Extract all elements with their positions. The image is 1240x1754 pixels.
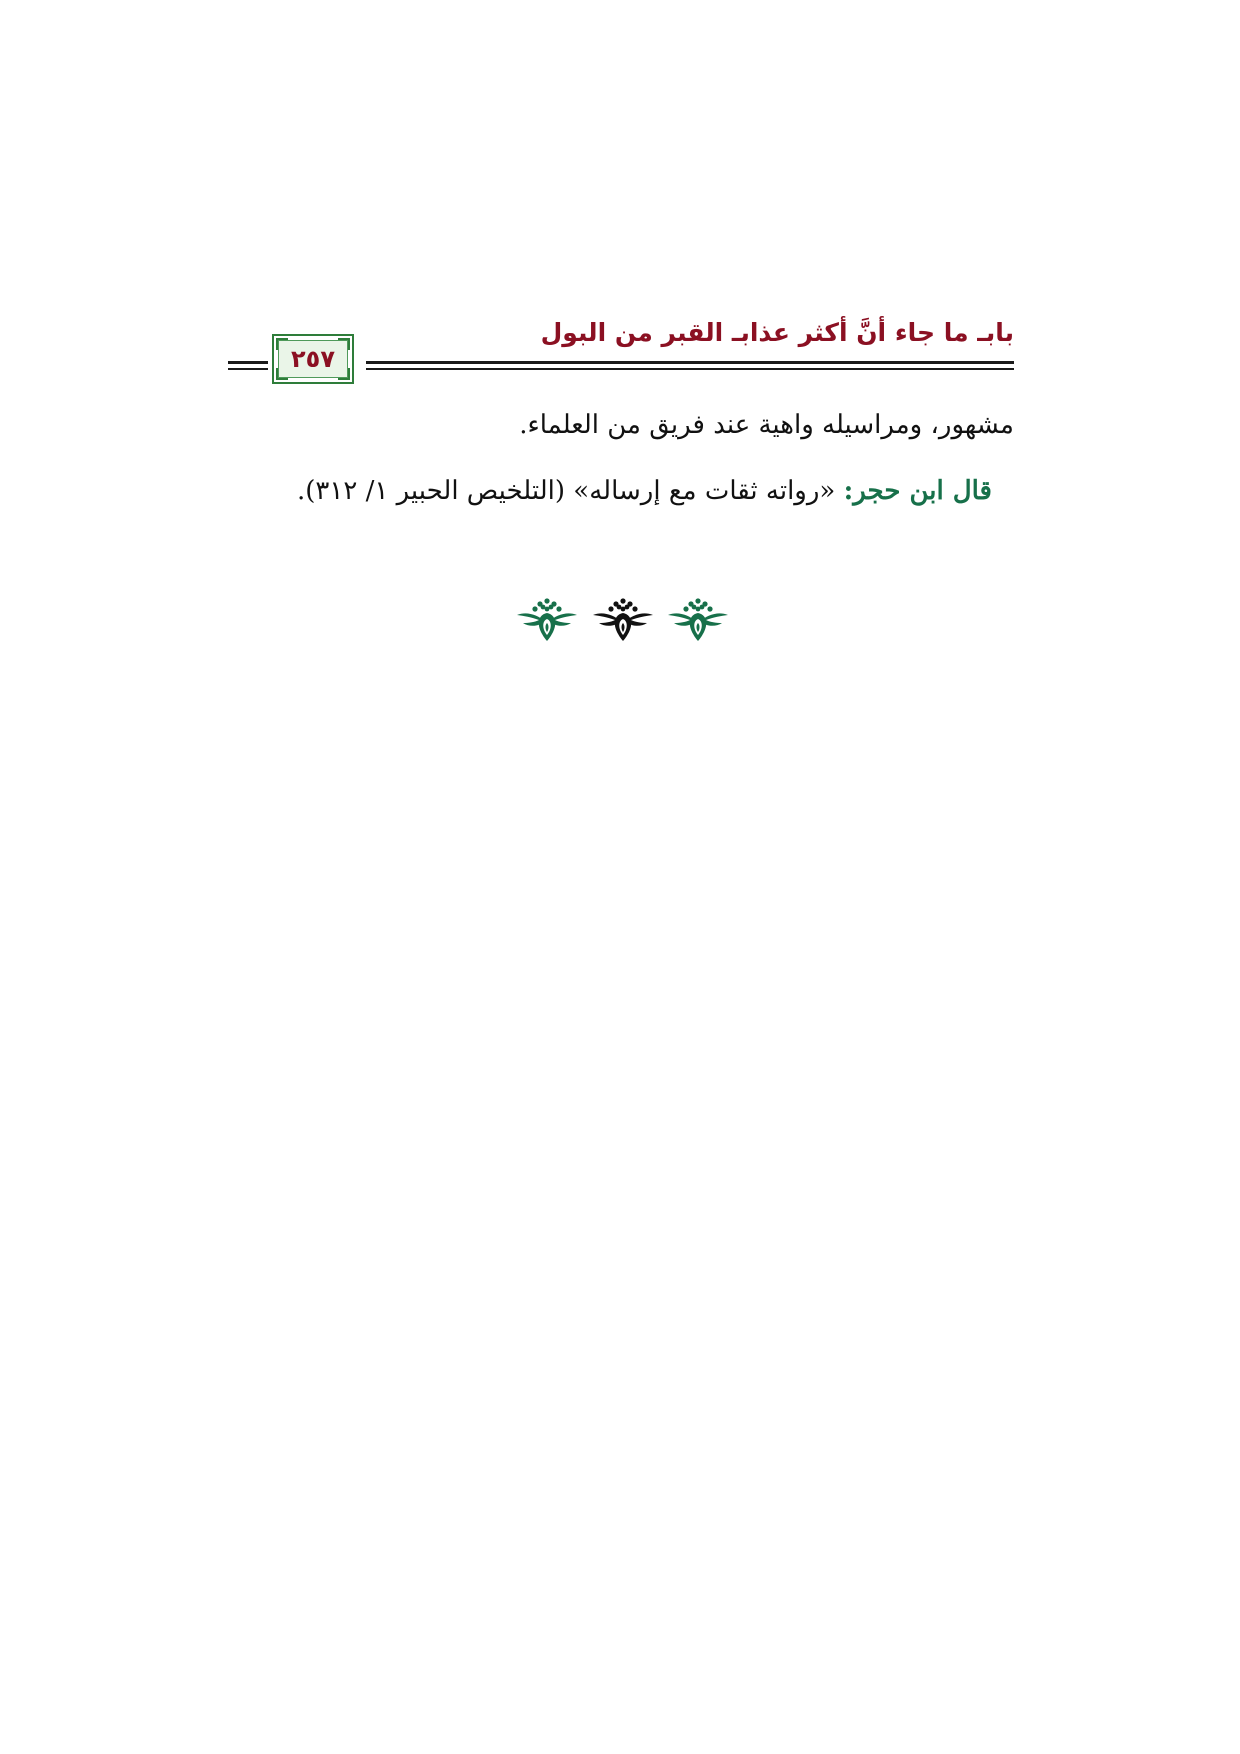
header-rule-left	[228, 361, 268, 370]
quote-text: «رواته ثقات مع إرساله» (التلخيص الحبير ١/ ٣١٢).	[296, 476, 844, 506]
page-number: ٢٥٧	[291, 345, 335, 373]
flower-icon	[517, 598, 577, 641]
chapter-title: بابـ ما جاء أنَّ أكثر عذابـ القبر من البول	[540, 318, 1014, 347]
header-rule-right	[366, 361, 1014, 370]
section-end-ornament	[515, 595, 730, 645]
quote-speaker: قال ابن حجر:	[843, 476, 992, 506]
body-text-line-quote	[297, 476, 992, 506]
body-text-line: مشهور، ومراسيله واهية عند فريق من العلماء.	[519, 410, 1014, 440]
page-number-frame	[272, 334, 354, 384]
flower-icon	[668, 598, 728, 641]
flower-icon	[593, 598, 653, 641]
